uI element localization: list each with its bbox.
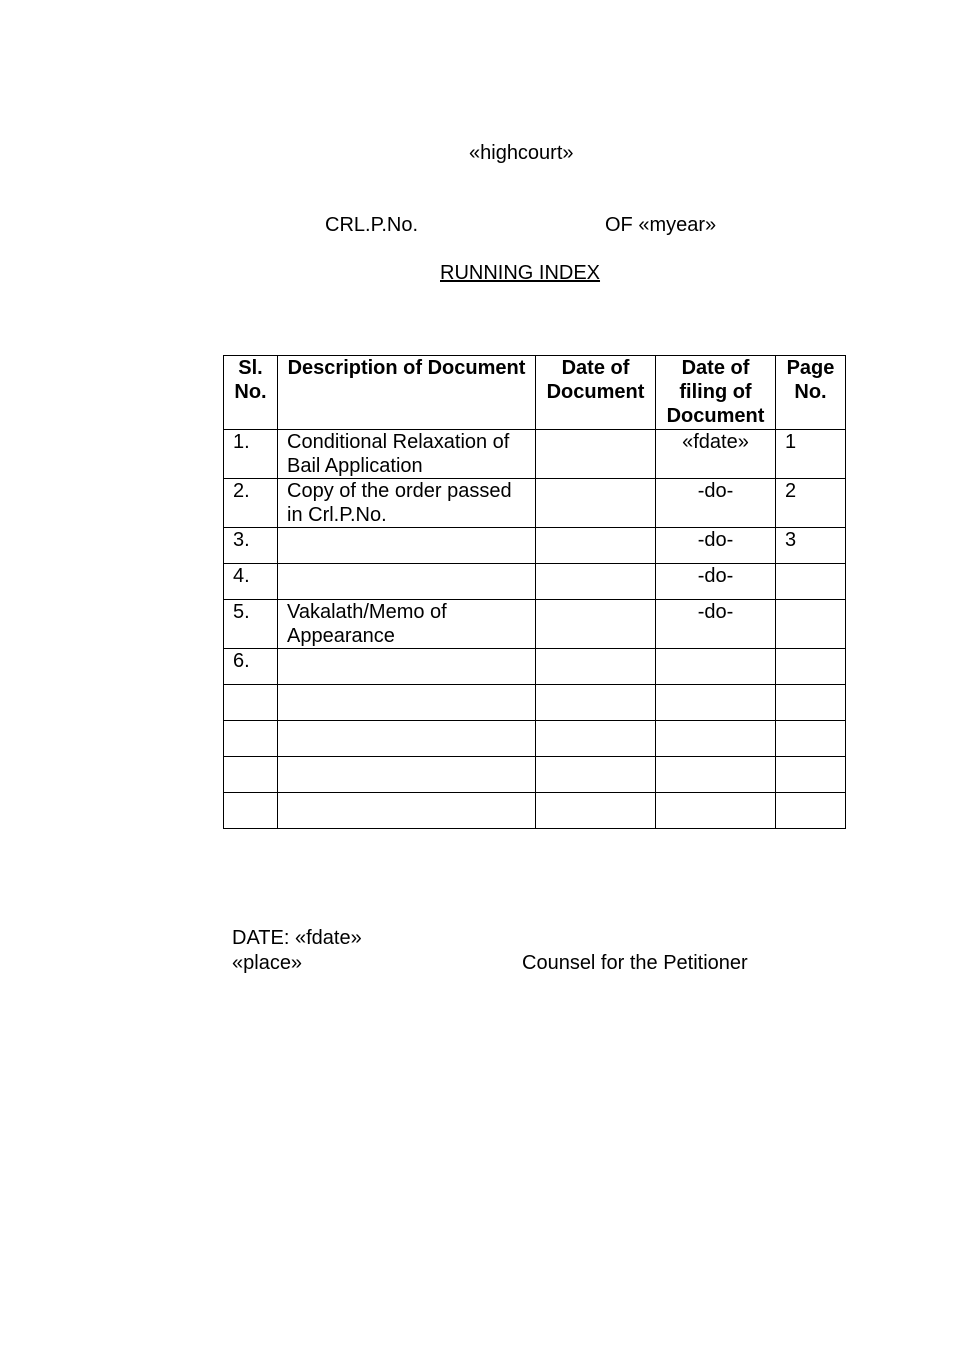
sl-no-cell bbox=[224, 793, 278, 829]
document-date-cell bbox=[536, 528, 656, 564]
column-header-description: Description of Document bbox=[278, 356, 536, 430]
filing-date-cell: -do- bbox=[656, 479, 776, 528]
sl-no-cell: 5. bbox=[224, 600, 278, 649]
document-date-cell bbox=[536, 721, 656, 757]
page-no-cell bbox=[776, 793, 846, 829]
table-row bbox=[224, 649, 846, 685]
description-cell bbox=[278, 649, 536, 685]
description-cell: Copy of the order passed in Crl.P.No. bbox=[278, 479, 536, 528]
table-row bbox=[224, 793, 846, 829]
sl-no-cell: 1. bbox=[224, 430, 278, 479]
filing-date-cell: «fdate» bbox=[656, 430, 776, 479]
document-date-cell bbox=[536, 600, 656, 649]
sl-no-cell: 2. bbox=[224, 479, 278, 528]
sl-no-cell bbox=[224, 685, 278, 721]
table-row bbox=[224, 528, 846, 564]
table-row bbox=[224, 685, 846, 721]
table-row bbox=[224, 564, 846, 600]
filing-date-cell bbox=[656, 757, 776, 793]
filing-date-cell: -do- bbox=[656, 600, 776, 649]
page-no-cell bbox=[776, 649, 846, 685]
page-no-cell bbox=[776, 600, 846, 649]
table-row bbox=[224, 430, 846, 479]
running-index-table bbox=[223, 355, 846, 829]
column-header-sl-no: Sl. No. bbox=[224, 356, 278, 430]
filing-date-cell bbox=[656, 721, 776, 757]
signatory-label: Counsel for the Petitioner bbox=[522, 952, 748, 974]
document-date-cell bbox=[536, 757, 656, 793]
filing-date-cell: -do- bbox=[656, 564, 776, 600]
table-row bbox=[224, 600, 846, 649]
page-no-cell bbox=[776, 757, 846, 793]
page-no-cell: 1 bbox=[776, 430, 846, 479]
place-line: «place» bbox=[232, 952, 303, 974]
column-header-date-of-document: Date of Document bbox=[536, 356, 656, 430]
page-no-cell bbox=[776, 564, 846, 600]
document-date-cell bbox=[536, 479, 656, 528]
document-date-cell bbox=[536, 430, 656, 479]
table-row bbox=[224, 721, 846, 757]
case-number-label: CRL.P.No. bbox=[325, 214, 419, 236]
description-cell bbox=[278, 721, 536, 757]
filing-date-cell: -do- bbox=[656, 528, 776, 564]
page-no-cell bbox=[776, 685, 846, 721]
court-name: «highcourt» bbox=[469, 142, 574, 164]
column-header-page-no: Page No. bbox=[776, 356, 846, 430]
description-cell bbox=[278, 793, 536, 829]
page-no-cell: 3 bbox=[776, 528, 846, 564]
case-year-label: OF «myear» bbox=[605, 214, 717, 236]
table-row bbox=[224, 757, 846, 793]
sl-no-cell: 6. bbox=[224, 649, 278, 685]
sl-no-cell bbox=[224, 757, 278, 793]
column-header-date-of-filing: Date of filing of Document bbox=[656, 356, 776, 430]
filing-date-cell bbox=[656, 649, 776, 685]
page-no-cell: 2 bbox=[776, 479, 846, 528]
filing-date-cell bbox=[656, 793, 776, 829]
document-date-cell bbox=[536, 793, 656, 829]
document-date-cell bbox=[536, 685, 656, 721]
description-cell: Vakalath/Memo of Appearance bbox=[278, 600, 536, 649]
page-no-cell bbox=[776, 721, 846, 757]
document-date-cell bbox=[536, 649, 656, 685]
description-cell bbox=[278, 528, 536, 564]
sl-no-cell: 4. bbox=[224, 564, 278, 600]
filing-date-line: DATE: «fdate» bbox=[232, 927, 362, 949]
sl-no-cell: 3. bbox=[224, 528, 278, 564]
description-cell bbox=[278, 685, 536, 721]
page-title: RUNNING INDEX bbox=[440, 262, 601, 284]
table-row bbox=[224, 479, 846, 528]
document-date-cell bbox=[536, 564, 656, 600]
description-cell: Conditional Relaxation of Bail Application bbox=[278, 430, 536, 479]
sl-no-cell bbox=[224, 721, 278, 757]
description-cell bbox=[278, 757, 536, 793]
filing-date-cell bbox=[656, 685, 776, 721]
description-cell bbox=[278, 564, 536, 600]
table-header-row bbox=[224, 356, 846, 430]
